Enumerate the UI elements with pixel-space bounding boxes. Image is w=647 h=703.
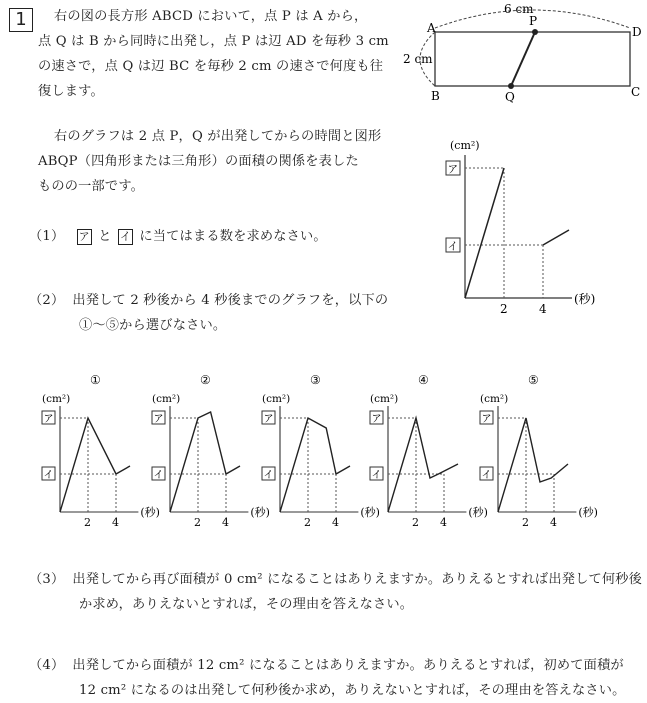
option-2-unit: (cm²) (152, 393, 181, 405)
question-1-text: に当てはまる数を求めなさい。 (139, 229, 327, 244)
option-5-x-unit: (秒) (578, 506, 598, 519)
option-4-unit: (cm²) (370, 393, 399, 405)
label-a: A (427, 21, 436, 35)
question-3-line-2: か求め，ありえないとすれば，その理由を答えなさい。 (79, 597, 414, 612)
option-graphs (0, 368, 647, 528)
main-label-i: イ (447, 240, 458, 253)
option-5-series (498, 418, 568, 512)
point-p (532, 29, 538, 35)
option-5-unit: (cm²) (480, 393, 509, 405)
intro-line-1: 右の図の長方形 ABCD において，点 P は A から， (54, 9, 368, 24)
height-label: 2 cm (403, 52, 433, 66)
intro-line-4: 復します。 (38, 84, 104, 99)
option-5-label-i: イ (481, 470, 492, 481)
option-1-series (60, 418, 130, 512)
option-4-x-unit: (秒) (468, 506, 488, 519)
option-1-label-a: ア (43, 414, 54, 425)
graph-intro-line-1: 右のグラフは 2 点 P，Q が出発してからの時間と図形 (54, 129, 382, 144)
question-4-line-2: 12 cm² になるのは出発して何秒後か求め，ありえないとすれば，その理由を答えなさい。 (79, 683, 626, 698)
option-4-series (388, 418, 458, 512)
problem-number: 1 (9, 8, 33, 32)
width-label: 6 cm (504, 2, 534, 16)
main-series-after-4 (543, 230, 569, 245)
label-b: B (431, 89, 440, 103)
option-2-tick-2: 2 (194, 516, 201, 528)
main-label-a: ア (447, 163, 458, 176)
answer-box-a: ア (78, 229, 90, 243)
option-1-label-i: イ (43, 470, 54, 481)
option-3-label-a: ア (263, 414, 274, 425)
option-3-tick-2: 2 (304, 516, 311, 528)
graph-intro-line-3: ものの一部です。 (38, 179, 145, 194)
main-tick-2: 2 (500, 302, 508, 316)
question-3-number: （3） (29, 572, 65, 587)
question-3 (29, 567, 642, 617)
question-1 (29, 224, 327, 249)
option-4-label-a: ア (371, 414, 382, 425)
option-4-tick-2: 2 (412, 516, 419, 528)
graph-intro-line-2: ABQP（四角形または三角形）の面積の関係を表した (38, 154, 359, 169)
option-2-series (170, 412, 240, 512)
question-4-number: （4） (29, 658, 65, 673)
option-3-label-i: イ (263, 470, 274, 481)
question-2-line-1: 出発して 2 秒後から 4 秒後までのグラフを，以下の (72, 293, 389, 308)
intro-line-3: の速さで，点 Q は辺 BC を毎秒 2 cm の速さで何度も往 (38, 59, 384, 74)
option-5-tick-4: 4 (550, 516, 557, 528)
label-d: D (632, 25, 642, 39)
option-1-unit: (cm²) (42, 393, 71, 405)
graph-intro-paragraph (38, 124, 381, 199)
main-x-unit: (秒) (574, 292, 596, 306)
label-q: Q (505, 90, 515, 104)
option-3-x-unit: (秒) (360, 506, 380, 519)
option-3-unit: (cm²) (262, 393, 291, 405)
question-3-line-1: 出発してから再び面積が 0 cm² になることはありえますか。ありえるとすれば出発して何秒後 (72, 572, 643, 587)
segment-pq (511, 32, 535, 86)
option-5-label: ⑤ (528, 373, 539, 387)
question-2-line-2: ①〜⑤から選びなさい。 (79, 318, 227, 333)
option-5-label-a: ア (481, 414, 492, 425)
option-4-tick-4: 4 (440, 516, 447, 528)
question-4-line-1: 出発してから面積が 12 cm² になることはありえますか。ありえるとすれば，初めて面積が (72, 658, 624, 673)
option-1-tick-2: 2 (84, 516, 91, 528)
label-p: P (529, 14, 538, 28)
option-2-label: ② (200, 373, 211, 387)
option-1-x-unit: (秒) (140, 506, 160, 519)
question-1-number: （1） (29, 229, 65, 244)
option-1-label: ① (90, 373, 101, 387)
question-1-joiner: と (98, 229, 112, 244)
question-2 (29, 288, 388, 338)
option-3-tick-4: 4 (332, 516, 339, 528)
option-2-x-unit: (秒) (250, 506, 270, 519)
intro-line-2: 点 Q は B から同時に出発し，点 P は辺 AD を毎秒 3 cm (38, 34, 389, 49)
option-3-series (280, 418, 350, 512)
option-2-label-i: イ (153, 470, 164, 481)
main-graph-unit: (cm²) (450, 139, 480, 152)
option-4-label-i: イ (371, 470, 382, 481)
option-4-label: ④ (418, 373, 429, 387)
point-q (508, 83, 514, 89)
intro-paragraph (38, 4, 389, 104)
main-series-rise (465, 168, 504, 298)
option-5-tick-2: 2 (522, 516, 529, 528)
option-1-tick-4: 4 (112, 516, 119, 528)
answer-box-i: イ (119, 229, 132, 243)
label-c: C (631, 85, 641, 99)
question-2-number: （2） (29, 293, 65, 308)
main-graph (436, 135, 647, 320)
rectangle-figure (395, 0, 647, 105)
option-2-label-a: ア (153, 414, 164, 425)
main-tick-4: 4 (539, 302, 547, 316)
rectangle-abcd (435, 32, 630, 86)
option-2-tick-4: 4 (222, 516, 229, 528)
option-3-label: ③ (310, 373, 321, 387)
